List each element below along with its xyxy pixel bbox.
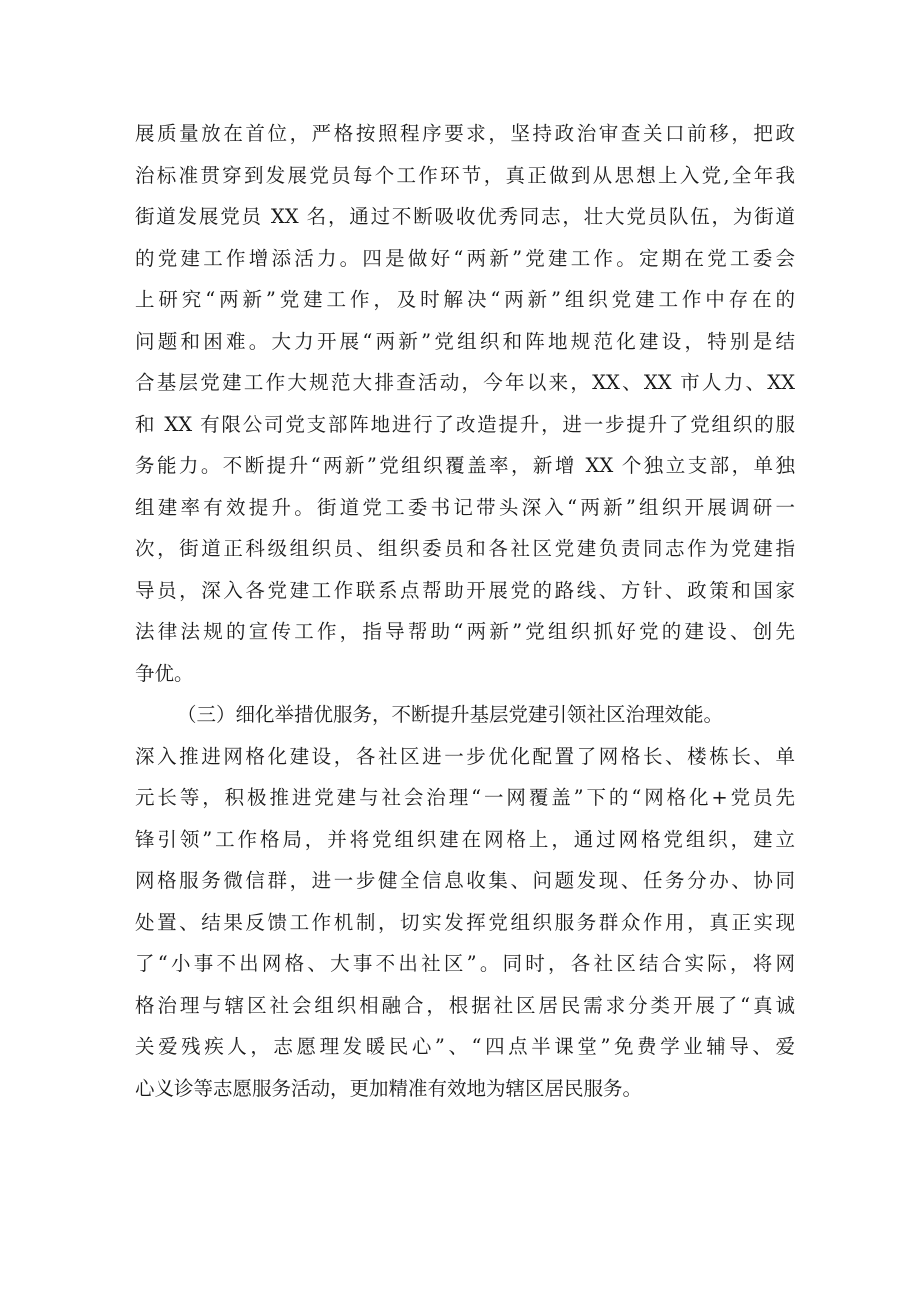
text-line: 展质量放在首位，严格按照程序要求，坚持政治审查关口前移，把政 bbox=[135, 122, 795, 145]
text-line: 了“小事不出网格、大事不出社区”。同时，各社区结合实际，将网 bbox=[135, 952, 795, 975]
text-line: 的党建工作增添活力。四是做好“两新”党建工作。定期在党工委会 bbox=[135, 246, 795, 270]
document-body bbox=[135, 113, 795, 1109]
text-line: 导员，深入各党建工作联系点帮助开展党的路线、方针、政策和国家 bbox=[135, 578, 795, 602]
text-line: 街道发展党员 XX 名，通过不断吸收优秀同志，壮大党员队伍，为街道 bbox=[135, 205, 795, 228]
text-line: 法律法规的宣传工作，指导帮助“两新”党组织抓好党的建设、创先 bbox=[135, 620, 795, 643]
text-line: 治标准贯穿到发展党员每个工作环节，真正做到从思想上入党,全年我 bbox=[135, 163, 795, 187]
text-line: 网格服务微信群，进一步健全信息收集、问题发现、任务分办、协同 bbox=[135, 869, 795, 892]
text-line: 务能力。不断提升“两新”党组织覆盖率，新增 XX 个独立支部，单独 bbox=[135, 454, 795, 477]
text-line: 合基层党建工作大规范大排查活动，今年以来，XX、XX 市人力、XX bbox=[135, 371, 795, 394]
text-line: 上研究“两新”党建工作，及时解决“两新”组织党建工作中存在的 bbox=[135, 288, 795, 311]
section-heading-line: （三）细化举措优服务，不断提升基层党建引领社区治理效能。 bbox=[177, 703, 724, 726]
text-line: 争优。 bbox=[135, 661, 194, 685]
text-line: 处置、结果反馈工作机制，切实发挥党组织服务群众作用，真正实现 bbox=[135, 910, 795, 934]
paragraph-1 bbox=[135, 113, 795, 694]
text-line: 关爱残疾人，志愿理发暖民心”、“四点半课堂”免费学业辅导、爱 bbox=[135, 1035, 795, 1058]
text-line: 格治理与辖区社会组织相融合，根据社区居民需求分类开展了“真诚 bbox=[135, 993, 795, 1017]
text-line: 问题和困难。大力开展“两新”党组织和阵地规范化建设，特别是结 bbox=[135, 329, 795, 353]
text-line: 深入推进网格化建设，各社区进一步优化配置了网格长、楼栋长、单 bbox=[135, 744, 795, 768]
text-line: 和 XX 有限公司党支部阵地进行了改造提升，进一步提升了党组织的服 bbox=[135, 412, 795, 436]
text-line: 锋引领”工作格局，并将党组织建在网格上，通过网格党组织，建立 bbox=[135, 827, 795, 851]
text-line: 次，街道正科级组织员、组织委员和各社区党建负责同志作为党建指 bbox=[135, 537, 795, 560]
text-line: 组建率有效提升。街道党工委书记带头深入“两新”组织开展调研一 bbox=[135, 495, 795, 519]
text-line: 心义诊等志愿服务活动，更加精准有效地为辖区居民服务。 bbox=[135, 1076, 643, 1100]
paragraph-2 bbox=[135, 694, 795, 1109]
text-line: 元长等，积极推进党建与社会治理“一网覆盖”下的“网格化+党员先 bbox=[135, 786, 795, 809]
